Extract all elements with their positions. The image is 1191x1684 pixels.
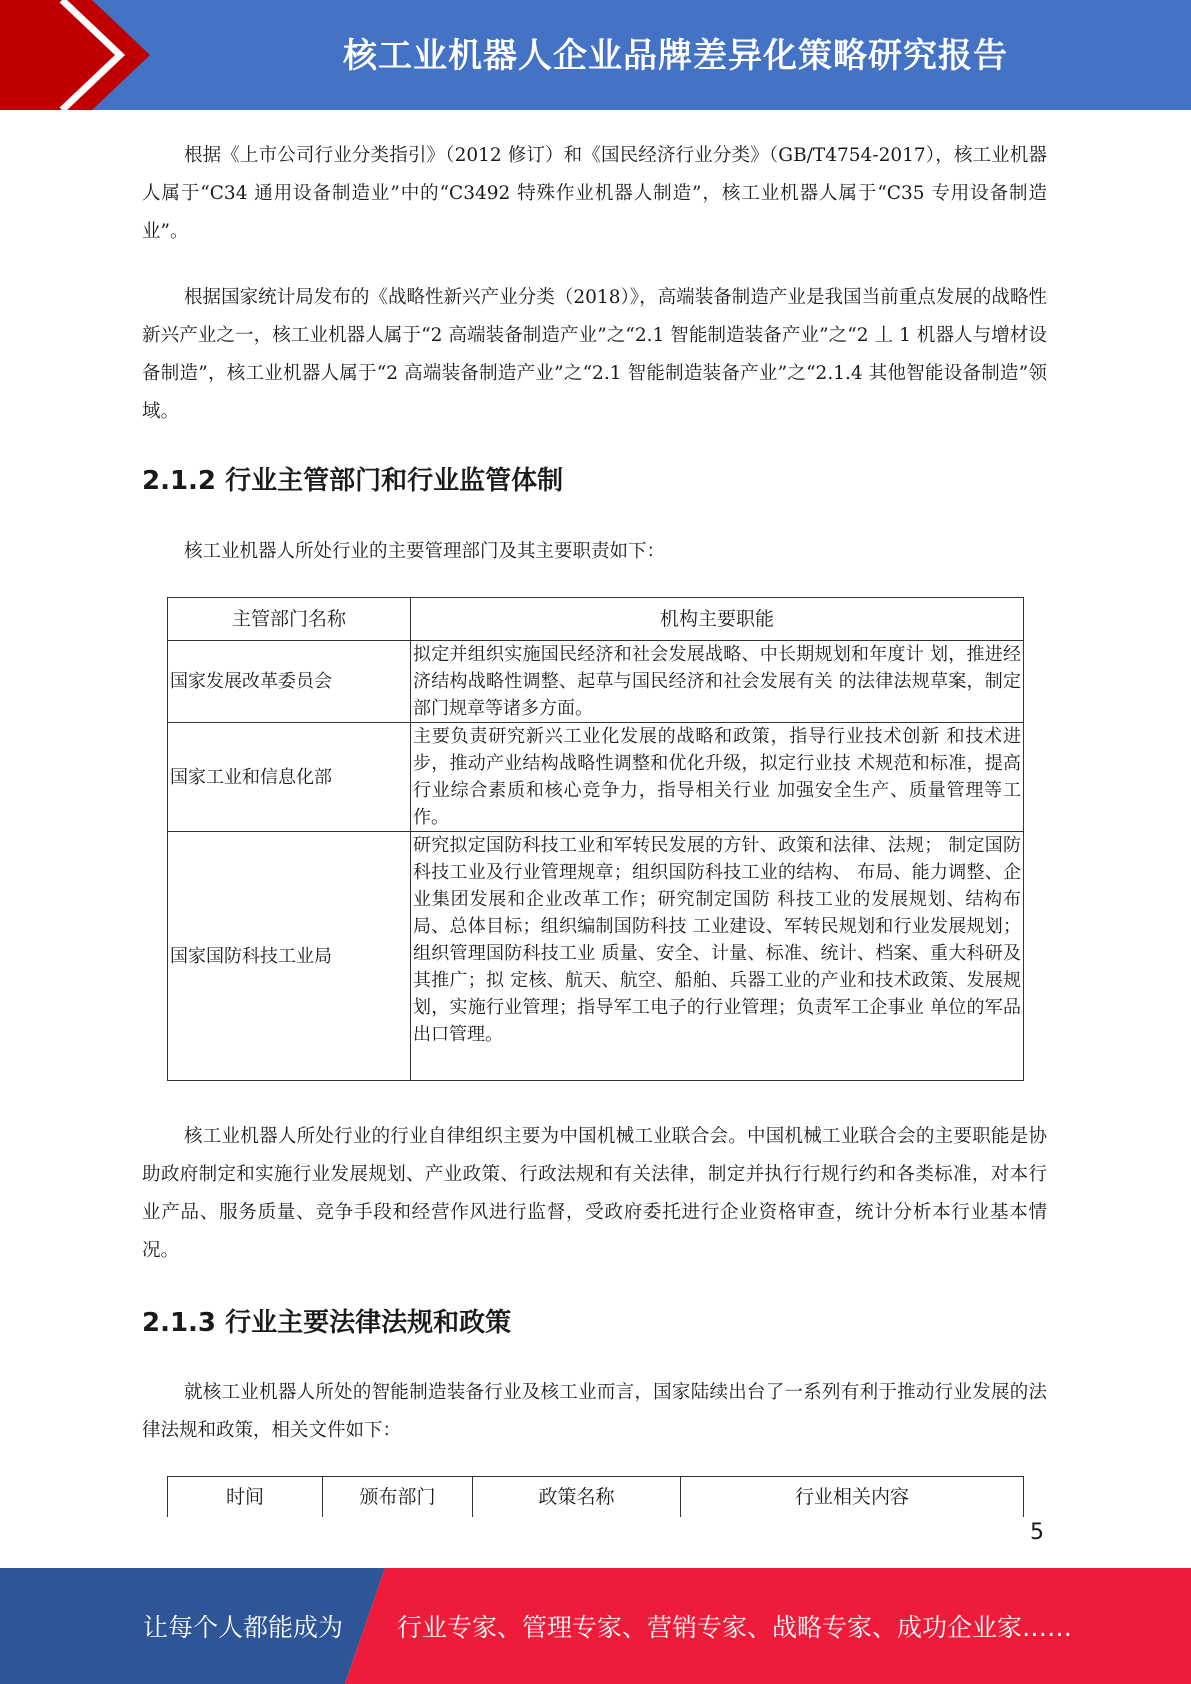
table-cell-dept: 国家国防科技工业局 (168, 832, 411, 1081)
paragraph-self-regulatory: 核工业机器人所处行业的行业自律组织主要为中国机械工业联合会。中国机械工业联合会的主要职能是协助政府制定和实施行业发展规划、产业政策、行政法规和有关法律，制定并执行行规行约和各类标准，对本行业产品、服务质量、竞争手段和经营作风进行监督，受政府委托进行企业资格审查，统计分析本行业基本情况。 (142, 1126, 1047, 1261)
table-header-cell: 颁布部门 (323, 1477, 473, 1518)
table-header-cell: 时间 (168, 1477, 323, 1518)
paragraph-table-intro: 核工业机器人所处行业的主要管理部门及其主要职责如下： (184, 541, 666, 562)
table-cell-func: 拟定并组织实施国民经济和社会发展战略、中长期规划和年度计 划，推进经济结构战略性调整、起草与国民经济和社会发展有关 的法律法规草案，制定部门规章等诸多方面。 (411, 641, 1024, 723)
table-header-cell: 政策名称 (473, 1477, 681, 1518)
table-header-cell: 主管部门名称 (168, 598, 411, 641)
section-heading-2-1-2: 2.1.2 行业主管部门和行业监管体制 (142, 466, 564, 496)
footer-slogan-left: 让每个人都能成为 (143, 1613, 344, 1642)
table-row (168, 723, 1024, 832)
table-header-cell: 机构主要职能 (411, 598, 1024, 641)
regulators-table (167, 597, 1024, 1081)
page-footer (0, 1568, 1191, 1684)
table-header-row (168, 598, 1024, 641)
page-number: 5 (1030, 1520, 1044, 1545)
table-row (168, 641, 1024, 723)
table-cell-dept: 国家发展改革委员会 (168, 641, 411, 723)
paragraph-policy-intro: 就核工业机器人所处的智能制造装备行业及核工业而言，国家陆续出台了一系列有利于推动行业发展的法律法规和政策，相关文件如下： (142, 1382, 1047, 1441)
table-cell-func: 研究拟定国防科技工业和军转民发展的方针、政策和法律、法规； 制定国防科技工业及行业管理规章；组织国防科技工业的结构、 布局、能力调整、企业集团发展和企业改革工作；研究制定国防 科技工业的发展规划、结构布局、总体目标；组织编制国防科技 工业建设、军转民规划和行业发展规划；组织管理国防科技工业 质量、安全、计量、标准、统计、档案、重大科研及其推广；拟 定核、航天、航空、船舶、兵器工业的产业和技术政策、发展规 划，实施行业管理；指导军工电子的行业管理；负责军工企事业 单位的军品出口管理。 (411, 832, 1024, 1081)
table-cell-func: 主要负责研究新兴工业化发展的战略和政策，指导行业技术创新 和技术进步，推动产业结构战略性调整和优化升级，拟定行业技 术规范和标准，提高行业综合素质和核心竞争力，指导相关行业 加强安全生产、质量管理等工作。 (411, 723, 1024, 832)
table-header-cell: 行业相关内容 (681, 1477, 1024, 1518)
table-header-row (168, 1477, 1024, 1518)
paragraph-classification: 根据《上市公司行业分类指引》（2012 修订）和《国民经济行业分类》（GB/T4754-2017），核工业机器人属于“C34 通用设备制造业”中的“C3492 特殊作业机器人制造”，核工业机器人属于“C35 专用设备制造业”。 (142, 145, 1047, 242)
footer-slogan-right: 行业专家、管理专家、营销专家、战略专家、成功企业家…… (397, 1613, 1073, 1642)
policy-table (167, 1476, 1024, 1517)
table-row (168, 832, 1024, 1081)
report-title: 核工业机器人企业品牌差异化策略研究报告 (343, 36, 1008, 76)
table-cell-dept: 国家工业和信息化部 (168, 723, 411, 832)
section-heading-2-1-3: 2.1.3 行业主要法律法规和政策 (142, 1308, 512, 1338)
paragraph-strategic-industry: 根据国家统计局发布的《战略性新兴产业分类（2018）》，高端装备制造产业是我国当前重点发展的战略性新兴产业之一，核工业机器人属于“2 高端装备制造产业”之“2.1 智能制造装备产业”之“2 丄 1 机器人与增材设备制造”，核工业机器人属于“2 高端装备制造产业”之“2.1 智能制造装备产业”之“2.1.4 其他智能设备制造”领域。 (142, 287, 1047, 422)
page-header (0, 0, 1191, 110)
header-arrow-decoration (0, 0, 150, 110)
